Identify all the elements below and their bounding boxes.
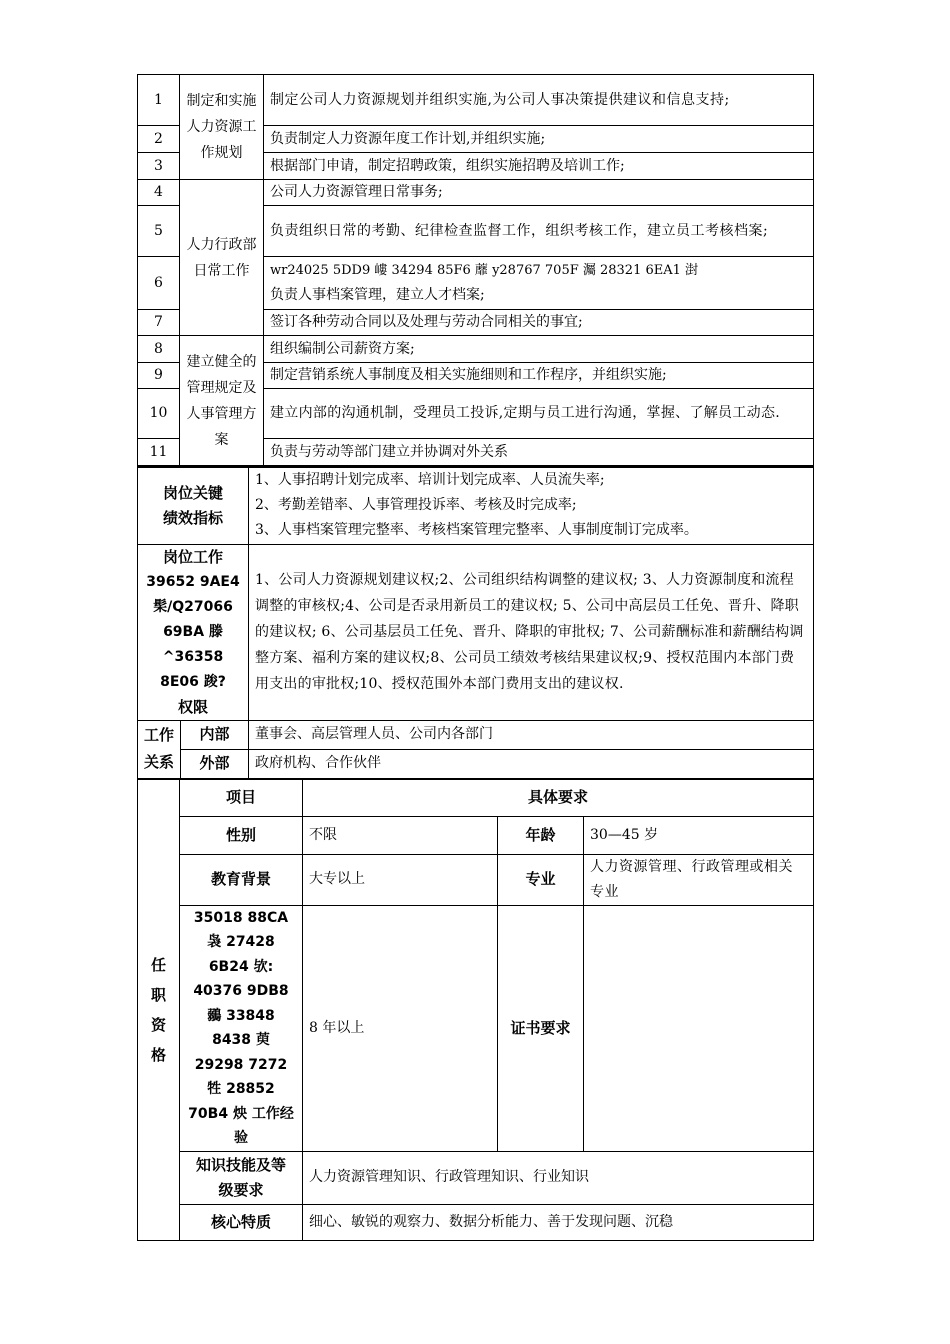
duty-group-2 [180,180,264,336]
qual-major: 人力资源管理、行政管理或相关专业 [584,854,814,905]
qual-age-label: 年龄 [498,816,584,854]
qual-header-item: 项目 [180,779,303,816]
qual-edu-label: 教育背景 [180,854,303,905]
duty-text-2: 负责制定人力资源年度工作计划,并组织实施; [264,126,814,153]
authority-label [138,544,249,720]
authority-label-mid: 39652 9AE4 髤/Q27066 69BA 滕 ^36358 8E06 踆? [146,573,240,690]
qualifications-table [137,779,814,1241]
duty-text-11: 负责与劳动等部门建立并协调对外关系 [264,439,814,466]
duty-no-10: 10 [138,389,180,439]
duty-group-2-label: 人力行政部日常工作 [186,236,257,279]
duty-text-8: 组织编制公司薪资方案; [264,336,814,363]
duty-text-5: 负责组织日常的考勤、纪律检查监督工作，组织考核工作，建立员工考核档案; [264,206,814,257]
duty-no-9: 9 [138,363,180,389]
duty-no-3: 3 [138,153,180,180]
duty-text-9: 制定营销系统人事制度及相关实施细则和工作程序，并组织实施; [264,363,814,389]
authority-label-top: 岗位工作 [163,547,224,566]
qual-gender: 不限 [303,816,498,854]
kpi-line-1: 1、人事招聘计划完成率、培训计划完成率、人员流失率; [255,472,605,489]
relations-external-label: 外部 [181,749,249,778]
duty-text-4: 公司人力资源管理日常事务; [264,180,814,206]
kpi-content [249,467,814,544]
duty-text-6 [264,257,814,310]
kpi-line-2: 2、考勤差错率、人事管理投诉率、考核及时完成率; [255,497,577,514]
duty-no-5: 5 [138,206,180,257]
qual-edu: 大专以上 [303,854,498,905]
relations-internal: 董事会、高层管理人员、公司内各部门 [249,720,814,749]
duty-group-1-label: 制定和实施人力资源工作规划 [186,93,257,161]
duty-no-7: 7 [138,310,180,336]
duties-table [137,74,814,466]
qualifications-label-text: 任职资格 [150,955,166,1064]
duty-no-6: 6 [138,257,180,310]
qual-trait: 细心、敏锐的观察力、数据分析能力、善于发现问题、沉稳 [303,1204,814,1240]
duty-text-10: 建立内部的沟通机制，受理员工投诉,定期与员工进行沟通，掌握、了解员工动态. [264,389,814,439]
duty-text-1: 制定公司人力资源规划并组织实施,为公司人事决策提供建议和信息支持; [264,75,814,126]
qual-header-req: 具体要求 [303,779,814,816]
duty-text-6-line2: 负责人事档案管理，建立人才档案; [270,287,485,303]
duty-text-3: 根据部门申请，制定招聘政策，组织实施招聘及培训工作; [264,153,814,180]
qual-cert [584,905,814,1151]
duty-no-11: 11 [138,439,180,466]
job-description-document [137,74,813,1241]
duty-no-4: 4 [138,180,180,206]
qual-exp-label: 35018 88CA 袅 27428 6B24 欤: 40376 9DB8 鶸 33848 8438 萸 29298 7272 牲 28852 70B4 炴 工作经验 [180,905,303,1151]
qual-age: 30—45 岁 [584,816,814,854]
relations-label-text: 工作关系 [143,726,174,771]
kpi-label-text: 岗位关键绩效指标 [163,483,224,527]
duty-text-6-line1: wr24025 5DD9 嶁 34294 85F6 蘼 y28767 705F 灟 28321 6EA1 湗 [270,263,699,278]
kpi-authority-table [137,466,814,779]
relations-internal-label: 内部 [181,720,249,749]
duty-group-3 [180,336,264,466]
qualifications-label [138,779,180,1240]
relations-external: 政府机构、合作伙伴 [249,749,814,778]
authority-label-bottom: 权限 [178,697,209,716]
relations-label [138,720,181,778]
kpi-label [138,467,249,544]
qual-trait-label: 核心特质 [180,1204,303,1240]
duty-no-1: 1 [138,75,180,126]
duty-group-3-label: 建立健全的管理规定及人事管理方案 [186,353,257,448]
duty-no-2: 2 [138,126,180,153]
duty-no-8: 8 [138,336,180,363]
authority-text: 1、公司人力资源规划建议权;2、公司组织结构调整的建议权; 3、人力资源制度和流程调整的审核权;4、公司是否录用新员工的建议权; 5、公司中高层员工任免、晋升、降职的建议权; 6、公司基层员工任免、晋升、降职的审批权; 7、公司薪酬标准和薪酬结构调整方案、福利方案的建议权;8、公司员工绩效考核结果建议权;9、授权范围内本部门费用支出的审批权;10、授权范围外本部门费用支出的建议权. [249,544,814,720]
duty-text-7: 签订各种劳动合同以及处理与劳动合同相关的事宜; [264,310,814,336]
qual-skill-label: 知识技能及等级要求 [180,1151,303,1204]
qual-exp: 8 年以上 [303,905,498,1151]
qual-gender-label: 性别 [180,816,303,854]
qual-skill: 人力资源管理知识、行政管理知识、行业知识 [303,1151,814,1204]
qual-cert-label: 证书要求 [498,905,584,1151]
kpi-line-3: 3、人事档案管理完整率、考核档案管理完整率、人事制度制订完成率。 [255,522,698,539]
duty-group-1 [180,75,264,180]
qual-major-label: 专业 [498,854,584,905]
